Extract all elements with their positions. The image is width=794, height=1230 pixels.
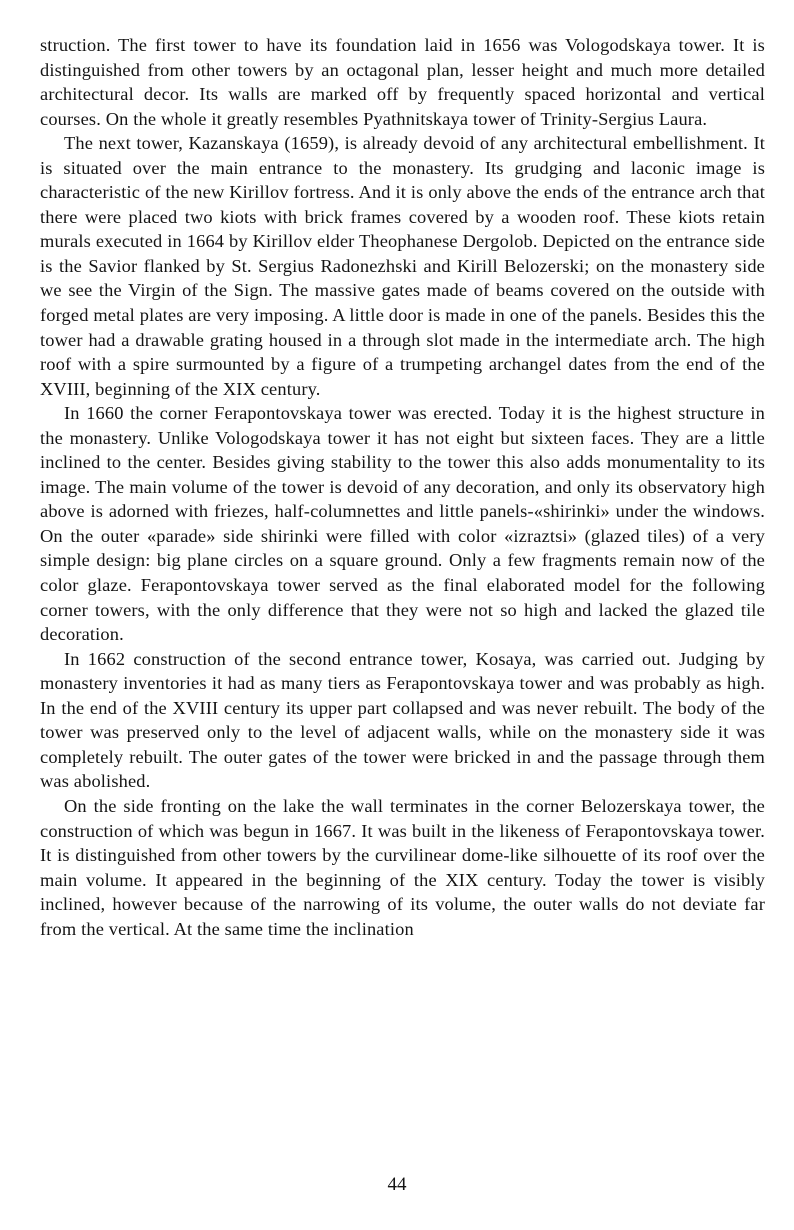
paragraph-vologodskaya-tower: struction. The first tower to have its foundation laid in 1656 was Vologodskaya tower. It is distinguished from other towers by an octagonal plan, lesser height and much more detailed architectural decor. Its walls are marked off by frequently spaced horizontal and vertical courses. On the whole it greatly resembles Pyathnitskaya tower of Trinity-Sergius Laura. — [40, 35, 765, 129]
paragraph-kosaya-tower: In 1662 construction of the second entrance tower, Kosaya, was carried out. Judging by monastery inventories it had as many tiers as Ferapontovskaya tower and was probably as high. In the end of the XVIII century its upper part collapsed and was never rebuilt. The body of the tower was preserved only to the level of adjacent walls, while on the monastery side it was completely rebuilt. The outer gates of the tower were bricked in and the passage through them was abolished. — [40, 648, 765, 792]
paragraph-kazanskaya-tower: The next tower, Kazanskaya (1659), is already devoid of any architectural embellishment. It is situated over the main entrance to the monastery. Its grudging and laconic image is characteristic of the new Kirillov fortress. And it is only above the ends of the entrance arch that there were placed two kiots with brick frames covered by a wooden roof. These kiots retain murals executed in 1664 by Kirillov elder Theophanese Dergolob. Depicted on the entrance side is the Savior flanked by St. Sergius Radonezhski and Kirill Belozerski; on the monastery side we see the Virgin of the Sign. The massive gates made of beams covered on the outside with forged metal plates are very imposing. A little door is made in one of the panels. Besides this the tower had a drawable grating housed in a through slot made in the intermediate arch. The high roof with a spire surmounted by a figure of a trumpeting archangel dates from the end of the XVIII, beginning of the XIX century. — [40, 133, 765, 399]
paragraph-ferapontovskaya-tower: In 1660 the corner Ferapontovskaya tower was erected. Today it is the highest structure in the monastery. Unlike Vologodskaya tower it has not eight but sixteen faces. They are a little inclined to the center. Besides giving stability to the tower this also adds monumentality to its image. The main volume of the tower is devoid of any decoration, and only its observatory high above is adorned with friezes, half-columnettes and little panels-«shirinki» under the windows. On the outer «parade» side shirinki were filled with color «izraztsi» (glazed tiles) of a very simple design: big plane circles on a square ground. Only a few fragments remain now of the color glaze. Ferapontovskaya tower served as the final elaborated model for the following corner towers, with the only difference that they were not so high and lacked the glazed tile decoration. — [40, 403, 765, 645]
body-text — [40, 33, 765, 941]
page-number: 44 — [387, 1174, 407, 1195]
paragraph-belozerskaya-tower: On the side fronting on the lake the wall terminates in the corner Belozerskaya tower, the construction of which was begun in 1667. It was built in the likeness of Ferapontovskaya tower. It is distinguished from other towers by the curvilinear dome-like silhouette of its roof over the main volume. It appeared in the beginning of the XIX century. Today the tower is visibly inclined, however because of the narrowing of its volume, the outer walls do not deviate far from the vertical. At the same time the inclination — [40, 795, 765, 939]
